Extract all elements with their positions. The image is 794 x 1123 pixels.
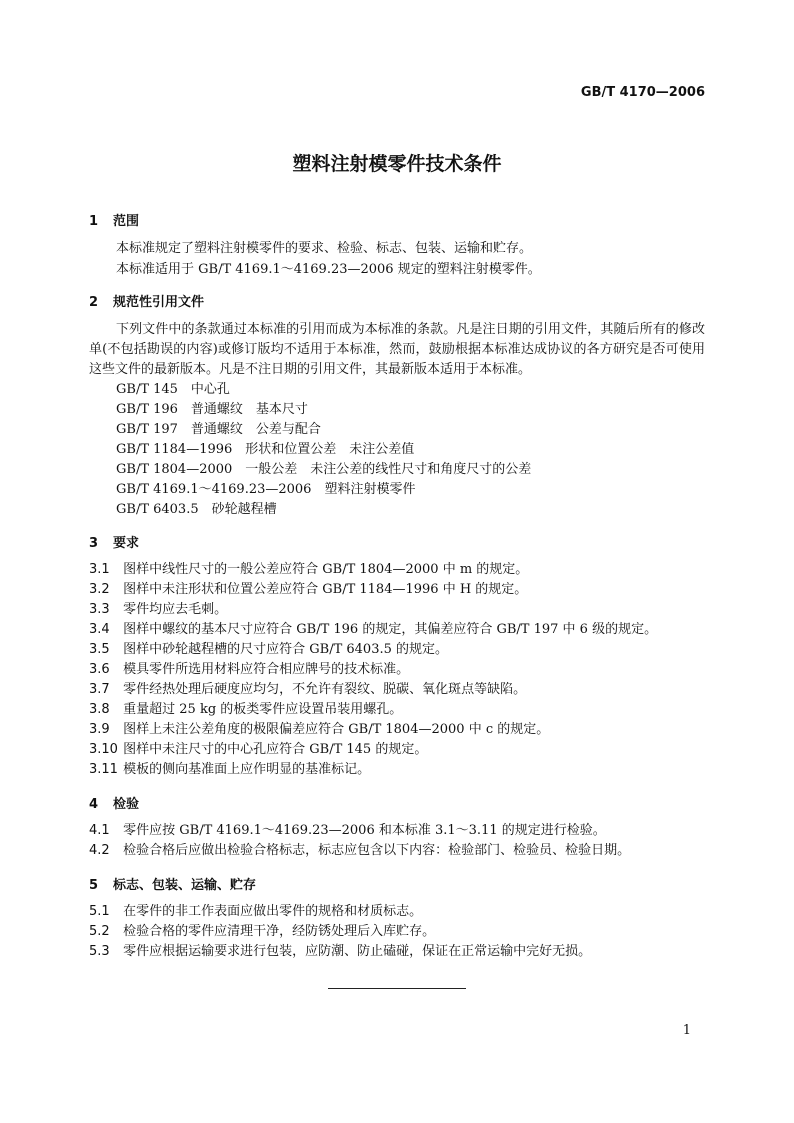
section-heading-5 xyxy=(89,874,256,893)
clause-item xyxy=(89,600,227,620)
page-number: 1 xyxy=(682,1023,691,1038)
section-title: 检验 xyxy=(113,797,140,812)
clause-item xyxy=(89,942,591,962)
clause-item xyxy=(89,760,370,780)
clause-number: 3.10 xyxy=(89,742,118,757)
section-heading-4 xyxy=(89,793,139,812)
section-title: 要求 xyxy=(113,536,140,551)
reference-item: GB/T 197 普通螺纹 公差与配合 xyxy=(116,422,321,437)
clause-text: 图样中砂轮越程槽的尺寸应符合 GB/T 6403.5 的规定。 xyxy=(123,642,449,657)
clause-text: 零件均应去毛刺。 xyxy=(123,602,228,617)
section-number: 5 xyxy=(89,878,99,893)
clause-number: 4.1 xyxy=(89,823,110,838)
section-title: 范围 xyxy=(113,214,140,229)
section-number: 1 xyxy=(89,214,99,229)
clause-number: 5.3 xyxy=(89,944,110,959)
reference-item: GB/T 1804—2000 一般公差 未注公差的线性尺寸和角度尺寸的公差 xyxy=(116,462,532,477)
clause-text: 图样上未注公差角度的极限偏差应符合 GB/T 1804—2000 中 c 的规定。 xyxy=(123,722,550,737)
clause-text: 模具零件所选用材料应符合相应牌号的技术标准。 xyxy=(123,662,410,677)
clause-item xyxy=(89,680,526,700)
clause-item xyxy=(89,660,409,680)
clause-text: 零件应按 GB/T 4169.1～4169.23—2006 和本标准 3.1～3.11 的规定进行检验。 xyxy=(123,823,606,838)
clause-number: 5.2 xyxy=(89,924,110,939)
clause-number: 3.9 xyxy=(89,722,110,737)
reference-item: GB/T 6403.5 砂轮越程槽 xyxy=(116,502,277,517)
document-title: 塑料注射模零件技术条件 xyxy=(292,153,502,175)
clause-text: 图样中未注尺寸的中心孔应符合 GB/T 145 的规定。 xyxy=(123,742,428,757)
clause-number: 3.6 xyxy=(89,662,110,677)
paragraph-text: 下列文件中的条款通过本标准的引用而成为本标准的条款。凡是注日期的引用文件，其随后所有的修改单(不包括勘误的内容)或修订版均不适用于本标准，然而，鼓励根据本标准达成协议的各方研究是否可使用这些文件的最新版本。凡是不注日期的引用文件，其最新版本适用于本标准。 xyxy=(89,322,705,377)
section-number: 4 xyxy=(89,797,99,812)
section-heading-3 xyxy=(89,532,139,551)
section-number: 3 xyxy=(89,536,99,551)
section-title: 标志、包装、运输、贮存 xyxy=(113,878,257,893)
clause-text: 检验合格后应做出检验合格标志，标志应包含以下内容：检验部门、检验员、检验日期。 xyxy=(123,843,631,858)
clause-number: 4.2 xyxy=(89,843,110,858)
clause-text: 重量超过 25 kg 的板类零件应设置吊装用螺孔。 xyxy=(123,702,403,717)
clause-item xyxy=(89,560,528,580)
reference-item: GB/T 4169.1～4169.23—2006 塑料注射模零件 xyxy=(116,482,416,497)
clause-number: 3.1 xyxy=(89,562,110,577)
section-number: 2 xyxy=(89,295,99,310)
clause-number: 3.3 xyxy=(89,602,110,617)
clause-text: 零件经热处理后硬度应均匀，不允许有裂纹、脱碳、氧化斑点等缺陷。 xyxy=(123,682,527,697)
clause-number: 3.11 xyxy=(89,762,118,777)
body-line: 本标准规定了塑料注射模零件的要求、检验、标志、包装、运输和贮存。 xyxy=(116,241,533,256)
section-heading-1 xyxy=(89,210,139,229)
reference-item: GB/T 145 中心孔 xyxy=(116,382,230,397)
clause-number: 3.2 xyxy=(89,582,110,597)
intro-paragraph xyxy=(89,320,705,380)
clause-text: 图样中未注形状和位置公差应符合 GB/T 1184—1996 中 H 的规定。 xyxy=(123,582,528,597)
clause-item xyxy=(89,740,427,760)
clause-text: 检验合格的零件应清理干净，经防锈处理后入库贮存。 xyxy=(123,924,436,939)
clause-text: 在零件的非工作表面应做出零件的规格和材质标志。 xyxy=(123,904,423,919)
clause-item xyxy=(89,700,402,720)
clause-item xyxy=(89,640,448,660)
clause-item xyxy=(89,580,527,600)
section-title: 规范性引用文件 xyxy=(113,295,205,310)
end-rule xyxy=(328,988,466,989)
clause-item xyxy=(89,841,630,861)
clause-item xyxy=(89,720,549,740)
clause-text: 图样中线性尺寸的一般公差应符合 GB/T 1804—2000 中 m 的规定。 xyxy=(123,562,529,577)
clause-item xyxy=(89,620,657,640)
section-heading-2 xyxy=(89,291,204,310)
reference-item: GB/T 1184—1996 形状和位置公差 未注公差值 xyxy=(116,442,415,457)
clause-text: 图样中螺纹的基本尺寸应符合 GB/T 196 的规定，其偏差应符合 GB/T 197 中 6 级的规定。 xyxy=(123,622,658,637)
clause-item xyxy=(89,902,422,922)
body-line: 本标准适用于 GB/T 4169.1～4169.23—2006 规定的塑料注射模零件。 xyxy=(116,262,541,277)
clause-number: 3.5 xyxy=(89,642,110,657)
clause-text: 模板的侧向基准面上应作明显的基准标记。 xyxy=(123,762,371,777)
clause-number: 3.4 xyxy=(89,622,110,637)
clause-number: 5.1 xyxy=(89,904,110,919)
reference-item: GB/T 196 普通螺纹 基本尺寸 xyxy=(116,402,308,417)
clause-item xyxy=(89,821,606,841)
clause-number: 3.7 xyxy=(89,682,110,697)
clause-item xyxy=(89,922,435,942)
standard-number: GB/T 4170—2006 xyxy=(580,85,705,100)
clause-text: 零件应根据运输要求进行包装，应防潮、防止磕碰，保证在正常运输中完好无损。 xyxy=(123,944,592,959)
clause-number: 3.8 xyxy=(89,702,110,717)
